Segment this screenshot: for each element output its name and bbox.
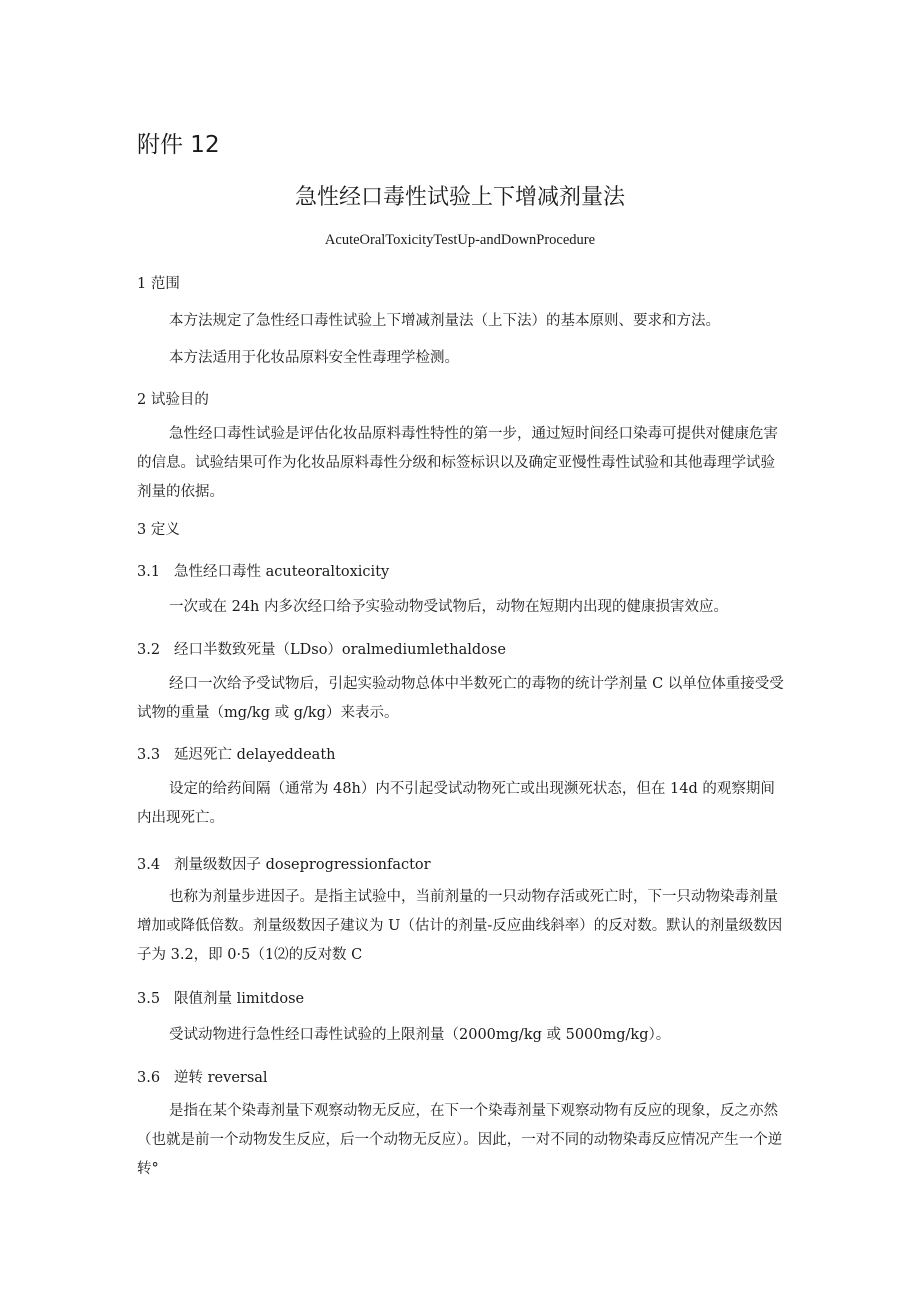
section-2-paragraph: 急性经口毒性试验是评估化妆品原料毒性特性的第一步，通过短时间经口染毒可提供对健康危害的信息。试验结果可作为化妆品原料毒性分级和标签标识以及确定亚慢性毒性试验和其他毒理学试验剂量的依据。 (137, 426, 778, 500)
section-1-paragraph-2: 本方法适用于化妆品原料安全性毒理学检测。 (169, 350, 459, 366)
definition-3-3-heading (137, 743, 335, 764)
definition-3-3-body: 设定的给药间隔（通常为 48h）内不引起受试动物死亡或出现濒死状态，但在 14d 的观察期间内出现死亡。 (137, 781, 775, 826)
definition-term: 急性经口毒性 acuteoraltoxicity (174, 564, 390, 580)
definition-term: 延迟死亡 delayeddeath (174, 747, 336, 763)
definition-3-4-body: 也称为剂量步进因子。是指主试验中，当前剂量的一只动物存活或死亡时，下一只动物染毒剂量增加或降低倍数。剂量级数因子建议为 U（估计的剂量-反应曲线斜率）的反对数。默认的剂量级数因子为 3.2，即 0·5（1⑵的反对数 C (137, 889, 783, 963)
section-1-paragraph-1: 本方法规定了急性经口毒性试验上下增减剂量法（上下法）的基本原则、要求和方法。 (169, 313, 720, 329)
document-title: 急性经口毒性试验上下增减剂量法 (294, 185, 625, 210)
section-2-heading: 2 试验目的 (137, 392, 209, 408)
definition-3-2-heading (137, 638, 506, 659)
definition-3-4-heading (137, 853, 431, 874)
definition-3-5-body: 受试动物进行急性经口毒性试验的上限剂量（2000mg/kg 或 5000mg/kg）。 (169, 1027, 671, 1043)
definition-3-6-heading (137, 1066, 268, 1087)
definition-term: 经口半数致死量（LDso）oralmediumlethaldose (174, 642, 506, 658)
definition-number: 3.6 (137, 1070, 161, 1086)
attachment-label: 附件 12 (137, 132, 220, 158)
definition-number: 3.3 (137, 747, 161, 763)
definition-3-1-heading (137, 560, 389, 581)
definition-3-1-body: 一次或在 24h 内多次经口给予实验动物受试物后，动物在短期内出现的健康损害效应。 (169, 599, 729, 615)
section-3-heading: 3 定义 (137, 522, 180, 538)
definition-number: 3.4 (137, 857, 161, 873)
definition-3-5-heading (137, 987, 304, 1008)
definition-term: 逆转 reversal (174, 1070, 268, 1086)
section-1-heading: 1 范围 (137, 276, 180, 292)
definition-number: 3.2 (137, 642, 161, 658)
document-subtitle: AcuteOralToxicityTestUp-andDownProcedure (324, 232, 596, 248)
definition-number: 3.5 (137, 991, 161, 1007)
definition-term: 剂量级数因子 doseprogressionfactor (174, 857, 431, 873)
definition-3-6-body: 是指在某个染毒剂量下观察动物无反应，在下一个染毒剂量下观察动物有反应的现象，反之亦然（也就是前一个动物发生反应，后一个动物无反应）。因此，一对不同的动物染毒反应情况产生一个逆转° (137, 1103, 783, 1177)
definition-3-2-body: 经口一次给予受试物后，引起实验动物总体中半数死亡的毒物的统计学剂量 C 以单位体重接受受试物的重量（mg/kg 或 g/kg）来表示。 (137, 676, 784, 721)
definition-term: 限值剂量 limitdose (174, 991, 305, 1007)
definition-number: 3.1 (137, 564, 161, 580)
